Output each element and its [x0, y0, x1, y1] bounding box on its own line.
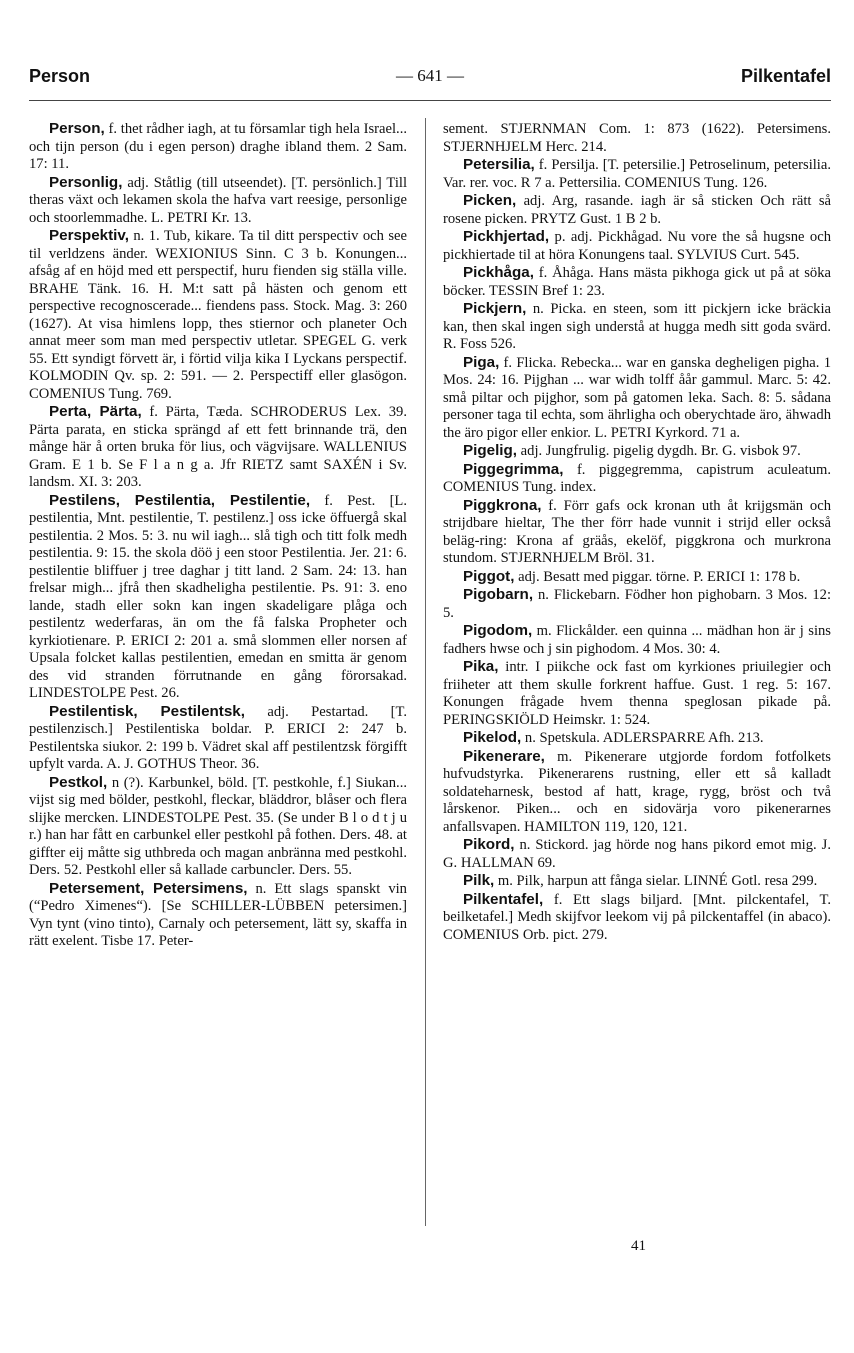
entry-headword: Pikelod, — [463, 729, 522, 746]
dictionary-entry — [443, 264, 831, 300]
dictionary-entry — [29, 227, 407, 403]
entry-headword: Pilk, — [463, 872, 495, 889]
entry-body: n. Flickebarn. Födher hon pighobarn. 3 Mos. 12: 5. — [443, 587, 831, 621]
page-number: — 641 — — [396, 66, 464, 85]
entry-body: adj. Jungfrulig. pigelig dygdh. Br. G. visbok 97. — [517, 443, 801, 459]
entry-headword: Person, — [49, 120, 105, 137]
dictionary-entry — [443, 891, 831, 945]
dictionary-entry — [443, 461, 831, 497]
entry-body: m. Flickålder. een quinna ... mädhan hon är j sins fadhers hwse och j sin pighodom. 4 Mos. 30: 4. — [443, 623, 831, 657]
dictionary-entry — [443, 568, 831, 587]
entry-headword: Pickhåga, — [463, 264, 534, 281]
entry-headword: Pika, — [463, 658, 499, 675]
entry-body: n. Spetskula. ADLERSPARRE Afh. 213. — [521, 730, 764, 746]
entry-body: sement. STJERNMAN Com. 1: 873 (1622). Petersimens. STJERNHJELM Herc. 214. — [443, 121, 831, 155]
entry-headword: Petersement, Petersimens, — [49, 879, 248, 897]
entry-body: intr. I piikche ock fast om kyrkiones priuilegier och friiheter att them skulle forkrent haffue. Gust. 1 reg. 5: 167. Konungen frågade hvem thenna speglosan pikade på. PERINGSKIÖLD Heimskr. 1: 524. — [443, 659, 831, 728]
entry-headword: Pikord, — [463, 836, 515, 853]
entry-body: f. Förr gafs ock kronan uth åt krijgsmän och strijdbare hieltar, The ther förr hade vunnit i strijd eller också beläg-ring: Krona af gräås, ekelöf, piggkrona och murkrona stundom. STJERNHJELM Bröl. 31. — [443, 497, 831, 566]
entry-body: n. 1. Tub, kikare. Ta til ditt perspectiv och see til verldzens änder. WEXIONIUS Sinn. C 3 b. Konungen... afsåg af en höjd med ett perspectif, huru fienden sig ställa ville. BRAHE Tänk. 16. H. M:t satt på hästen och genom ett perspective recognoscerade... fiendens pass. Stock. Mag. 3: 260 (1627). At visa himlens lopp, thes stiernor och planeter Och annat meer som man med perspectiv utletar. SPEGEL G. verk 55. Ett syndigt förvett är, i förtid vilja kika I Lyckans perspectif. KOLMODIN Qv. sp. 2: 591. — 2. Perspectiff eller glasögon. COMENIUS Tung. 769. — [29, 228, 407, 402]
entry-headword: Pickjern, — [463, 300, 527, 317]
entry-body: n. Picka. en steen, som itt pickjern icke bräckia kan, then skal ingen sigh understå at hugga medh sitt goda svärd. R. Foss 526. — [443, 301, 831, 352]
entry-headword: Personlig, — [49, 173, 123, 191]
entry-headword: Pigodom, — [463, 622, 533, 639]
dictionary-entry — [443, 156, 831, 192]
entry-headword: Picken, — [463, 192, 517, 209]
entry-headword: Pickhjertad, — [463, 228, 550, 245]
dictionary-entry — [443, 442, 831, 461]
dictionary-entry — [29, 403, 407, 492]
entry-body: adj. Pestartad. [T. pestilenzisch.] Pestilentiska boldar. P. ERICI 2: 247 b. Pestilentska siukor. 2: 199 b. Vädret skal aff pestilentzsk förgifft upfylt varda. A. J. GOTHUS Theor. 36. — [29, 703, 407, 772]
dictionary-entry — [29, 703, 407, 774]
entry-headword: Pestkol, — [49, 773, 108, 791]
entry-headword: Pestilentisk, Pestilentsk, — [49, 702, 245, 720]
entry-headword: Pestilens, Pestilentia, Pestilentie, — [49, 491, 311, 509]
right-column — [443, 120, 831, 944]
entry-headword: Perta, Pärta, — [49, 403, 142, 420]
dictionary-entry — [443, 120, 831, 156]
entry-body: adj. Ståtlig (till utseendet). [T. persönlich.] Till theras växt och lekamen skola the hafva vart reesige, personlige och stoorlemmadhe. L. PETRI Kr. 13. — [29, 174, 407, 226]
dictionary-entry — [443, 586, 831, 622]
dictionary-entry — [29, 880, 407, 951]
entry-body: f. Pärta, Tæda. SCHRODERUS Lex. 39. Pärta parata, en sticka sprängd af ett fett brinnande trä, den månge här å orten bruka för lius, och vägvijsare. WALLENIUS Gram. E 1 b. Se F l a n g a. Jfr RIETZ samt SAXÉN i Sv. landsm. XI. 3: 203. — [29, 404, 407, 490]
header-last-word: Pilkentafel — [740, 66, 831, 86]
entry-body: f. piggegremma, capistrum aculeatum. COMENIUS Tung. index. — [443, 461, 831, 495]
entry-body: adj. Arg, rasande. iagh är så sticken Och rätt så rosene picken. PRYTZ Gust. 1 B 2 b. — [443, 193, 831, 227]
entry-body: f. Persilja. [T. petersilie.] Petroselinum, petersilia. Var. rer. voc. R 7 a. Pettersilia. COMENIUS Tung. 126. — [443, 157, 831, 191]
dictionary-entry — [443, 354, 831, 443]
header-first-word: Person — [29, 66, 91, 86]
entry-headword: Pilkentafel, — [463, 890, 544, 908]
dictionary-entry — [443, 836, 831, 872]
entry-headword: Piggot, — [463, 567, 515, 585]
dictionary-entry — [443, 300, 831, 354]
dictionary-entry — [29, 774, 407, 880]
entry-headword: Piggkrona, — [463, 496, 542, 514]
entry-body: n. Ett slags spanskt vin (“Pedro Ximenes“). [Se SCHILLER-LÜBBEN petersimen.] Vyn tynt (vino tinto), Carnaly och petersement, lätt sy, skaffa in rätt exelent. Tisbe 17. Peter- — [29, 880, 407, 949]
entry-body: f. Flicka. Rebecka... war en ganska degheligen pigha. 1 Mos. 24: 16. Pijghan ... war widh tolff åår gammul. Marc. 5: 42. små piltar och pijghor, som på gatomen leka. Sach. 8: 5. sådana personer taga til echta, som ährligha och oberychtade äro, ähwadh the äro pigor eller enkior. L. PETRI Kyrkord. 71 a. — [443, 354, 831, 441]
left-column — [29, 120, 407, 951]
dictionary-entry — [443, 622, 831, 658]
dictionary-entry — [443, 497, 831, 568]
dictionary-entry — [29, 492, 407, 703]
dictionary-entry — [29, 120, 407, 174]
entry-body: m. Pilk, harpun att fånga sielar. LINNÉ Gotl. resa 299. — [494, 873, 818, 889]
dictionary-entry — [443, 872, 831, 891]
dictionary-entry — [443, 729, 831, 748]
entry-headword: Pigelig, — [463, 442, 518, 459]
entry-headword: Petersilia, — [463, 156, 535, 173]
dictionary-entry — [443, 192, 831, 228]
dictionary-entry — [443, 658, 831, 729]
dictionary-entry — [29, 174, 407, 228]
header-rule — [29, 100, 831, 101]
entry-body: adj. Besatt med piggar. törne. P. ERICI 1: 178 b. — [514, 568, 801, 585]
entry-body: f. Ett slags biljard. [Mnt. pilckentafel, T. beilketafel.] Medh skijfvor leekom vij på pilckentaffel (in abaco). COMENIUS Orb. pict. 279. — [443, 891, 831, 943]
entry-headword: Perspektiv, — [49, 227, 129, 244]
dictionary-entry — [443, 228, 831, 264]
entry-body: n. Stickord. jag hörde nog hans pikord emot mig. J. G. HALLMAN 69. — [443, 837, 831, 871]
entry-headword: Piga, — [463, 353, 500, 371]
entry-body: f. Åhåga. Hans mästa pikhoga gick ut på at söka böcker. TESSIN Bref 1: 23. — [443, 265, 831, 299]
signature-mark: 41 — [631, 1238, 646, 1254]
entry-headword: Piggegrimma, — [463, 460, 564, 478]
entry-body: n (?). Karbunkel, böld. [T. pestkohle, f.] Siukan... vijst sig med bölder, pestkohl, fleckar, bläddror, blåser och flera slijke mercken. LINDESTOLPE Pest. 35. (Se under B l o d t j u r.) han har fått en carbunkel eller pestkohl på fothen. Ders. 48. at giffter eij måtte sig uthbreda och magan anbränna med pestkohl. Ders. 52. Pestkohl eller så kallade carbuncler. Ders. 55. — [29, 774, 407, 878]
running-header — [29, 66, 831, 96]
entry-body: m. Pikenerare utgjorde fordom fotfolkets hufvudstyrka. Pikenerarens rustning, eller ett så kalladt soldateharnesk, bestod af hatt, krage, rygg, bröst och två lårskenor. Piken... och en sidovärja voro pikenerarnes anfallsvapen. HAMILTON 119, 120, 121. — [443, 748, 831, 835]
entry-headword: Pigobarn, — [463, 586, 534, 603]
dictionary-entry — [443, 748, 831, 837]
entry-body: f. thet rådher iagh, at tu församlar tigh hela Israel... och tijn person (du i egen person) draghe ibland them. 2 Sam. 17: 11. — [29, 121, 407, 172]
entry-headword: Pikenerare, — [463, 747, 545, 765]
entry-body: f. Pest. [L. pestilentia, Mnt. pestilentie, T. pestilenz.] oss icke öffuergå skal pestilentia. 2 Mos. 5: 3. nu wil iagh... slå tigh och titt folk medh pestilentia. 9: 15. the skola döö j een stoor Pestilentia. Jer. 21: 6. pestilentie bliffuer j tree daghar j titt land. 2 Sam. 24: 13. han frelsar migh... jfrå then skadheligha pestilentie. Ps. 91: 3. eno lande, stadh eller sokn kan ingen skadeligare plåga och pestilentz wederfaras, än om the få falska Propheter och kyrkiotienare. P. ERICI 2: 201 a. små slommen eller norsen af Upsala folcket kallas pestilentien, emedan en smitta är genom des vid stranden förrutnande en gång förorsakad. LINDESTOLPE Pest. 26. — [29, 492, 407, 701]
entry-body: p. adj. Pickhågad. Nu vore the så hugsne och pickhiertade til at höra Konungens taal. SYLVIUS Curt. 545. — [443, 229, 831, 263]
column-divider — [425, 118, 426, 1226]
